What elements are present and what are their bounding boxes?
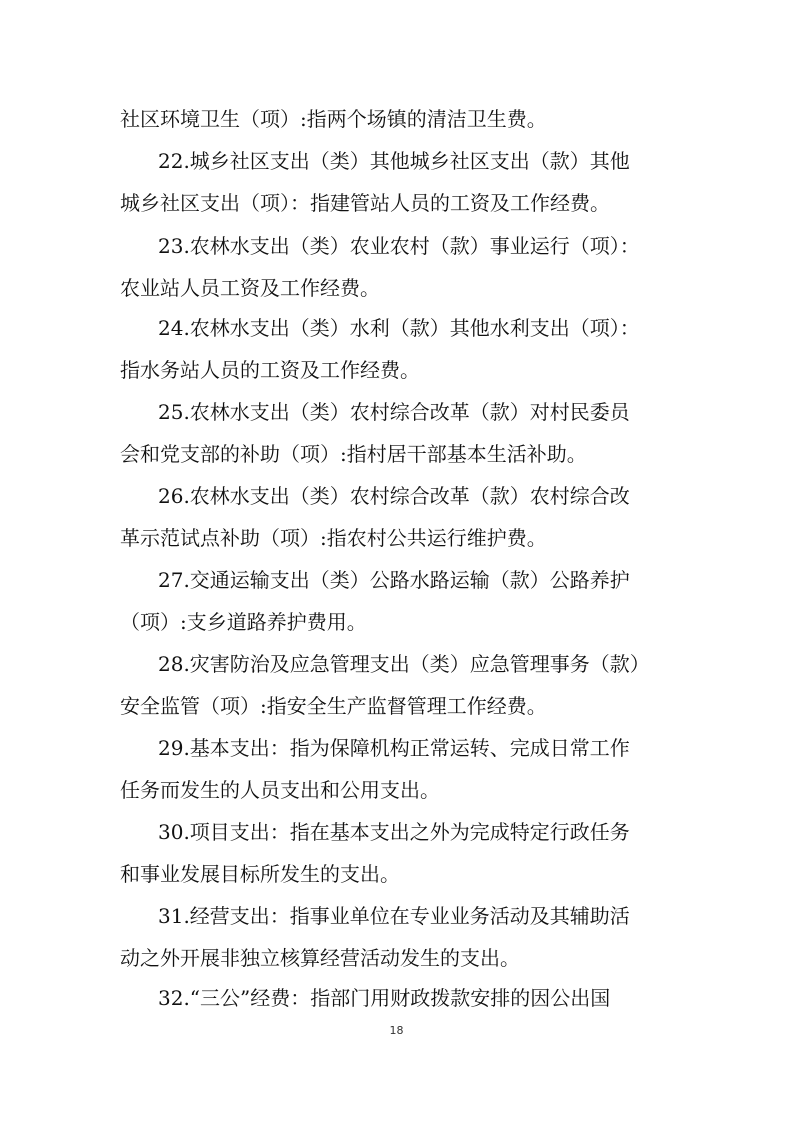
text-line: 22.城乡社区支出（类）其他城乡社区支出（款）其他 bbox=[158, 149, 630, 173]
text-line: 指水务站人员的工资及工作经费。 bbox=[120, 358, 420, 382]
text-line: 和事业发展目标所发生的支出。 bbox=[120, 862, 400, 886]
text-line: （项）:支乡道路养护费用。 bbox=[120, 610, 367, 634]
text-line: 24.农林水支出（类）水利（款）其他水利支出（项）： bbox=[158, 316, 640, 340]
page-number: 18 bbox=[389, 1024, 404, 1037]
text-line: 30.项目支出：指在基本支出之外为完成特定行政任务 bbox=[158, 820, 630, 844]
text-line: 26.农林水支出（类）农村综合改革（款）农村综合改 bbox=[158, 484, 630, 508]
text-line: 28.灾害防治及应急管理支出（类）应急管理事务（款） bbox=[158, 652, 650, 676]
text-line: 32.“三公”经费：指部门用财政拨款安排的因公出国 bbox=[158, 986, 611, 1010]
text-line: 革示范试点补助（项）:指农村公共运行维护费。 bbox=[120, 526, 547, 550]
text-line: 31.经营支出：指事业单位在专业业务活动及其辅助活 bbox=[158, 904, 630, 928]
text-line: 会和党支部的补助（项）:指村居干部基本生活补助。 bbox=[120, 442, 587, 466]
text-line: 农业站人员工资及工作经费。 bbox=[120, 276, 380, 300]
text-line: 任务而发生的人员支出和公用支出。 bbox=[120, 778, 440, 802]
text-line: 25.农林水支出（类）农村综合改革（款）对村民委员 bbox=[158, 400, 630, 424]
text-line: 动之外开展非独立核算经营活动发生的支出。 bbox=[120, 946, 520, 970]
text-line: 城乡社区支出（项）：指建管站人员的工资及工作经费。 bbox=[120, 191, 610, 215]
text-line: 社区环境卫生（项）:指两个场镇的清洁卫生费。 bbox=[120, 107, 547, 131]
text-line: 23.农林水支出（类）农业农村（款）事业运行（项）： bbox=[158, 234, 640, 258]
text-line: 29.基本支出：指为保障机构正常运转、完成日常工作 bbox=[158, 736, 630, 760]
text-line: 安全监管（项）:指安全生产监督管理工作经费。 bbox=[120, 694, 547, 718]
text-line: 27.交通运输支出（类）公路水路运输（款）公路养护 bbox=[158, 568, 630, 592]
